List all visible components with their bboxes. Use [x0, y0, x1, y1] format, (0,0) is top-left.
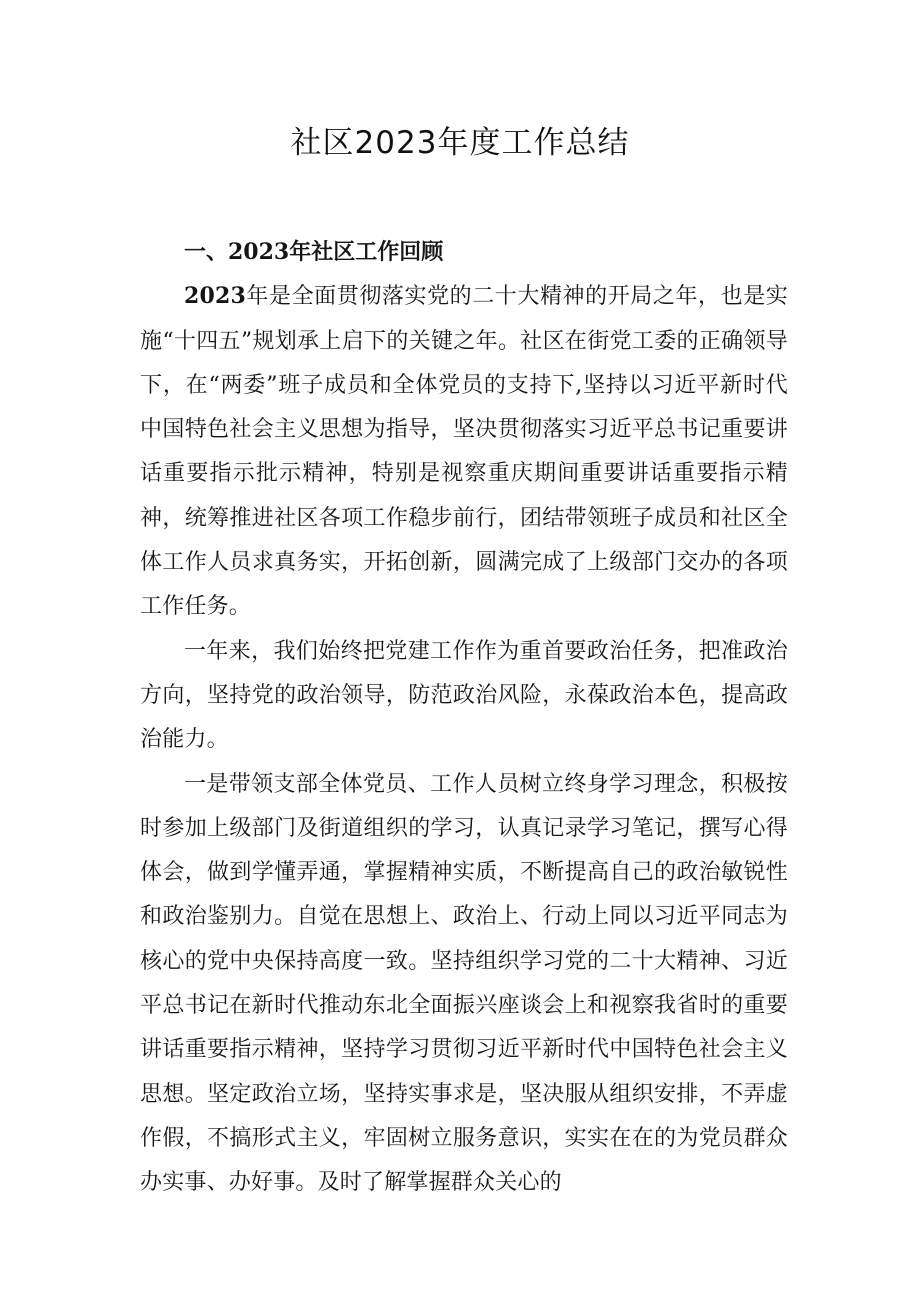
paragraph-text: 一是带领支部全体党员、工作人员树立终身学习理念，积极按时参加上级部门及街道组织的学习，认真记录学习笔记，撰写心得体会，做到学懂弄通，掌握精神实质，不断提高自己的政治敏锐性和政治鉴别力。自觉在思想上、政治上、行动上同以习近平同志为核心的党中央保持高度一致。坚持组织学习党的二十大精神、习近平总书记在新时代推动东北全面振兴座谈会上和视察我省时的重要讲话重要指示精神，坚持学习贯彻习近平新时代中国特色社会主义思想。坚定政治立场，坚持实事求是，坚决服从组织安排，不弄虚作假，不搞形式主义，牢固树立服务意识，实实在在的为党员群众办实事、办好事。及时了解掌握群众关心的: [140, 771, 788, 1196]
document-title: 社区2023年度工作总结: [290, 125, 630, 161]
paragraph-intro: [140, 274, 788, 629]
paragraph-overview: [140, 630, 788, 763]
document-body: [140, 230, 788, 1206]
paragraph-lead-year: 2023: [184, 283, 247, 310]
paragraph-point-one: [140, 763, 788, 1206]
paragraph-text: 一年来，我们始终把党建工作作为重首要政治任务，把准政治方向，坚持党的政治领导，防范政治风险，永葆政治本色，提高政治能力。: [140, 638, 788, 753]
paragraph-text: 年是全面贯彻落实党的二十大精神的开局之年，也是实施“十四五”规划承上启下的关键之年。社区在街党工委的正确领导下，在“两委”班子成员和全体党员的支持下,坚持以习近平新时代中国特色社会主义思想为指导，坚决贯彻落实习近平总书记重要讲话重要指示批示精神，特别是视察重庆期间重要讲话重要指示精神，统筹推进社区各项工作稳步前行，团结带领班子成员和社区全体工作人员求真务实，开拓创新，圆满完成了上级部门交办的各项工作任务。: [140, 284, 788, 620]
section-heading: 一、2023年社区工作回顾: [184, 239, 444, 265]
